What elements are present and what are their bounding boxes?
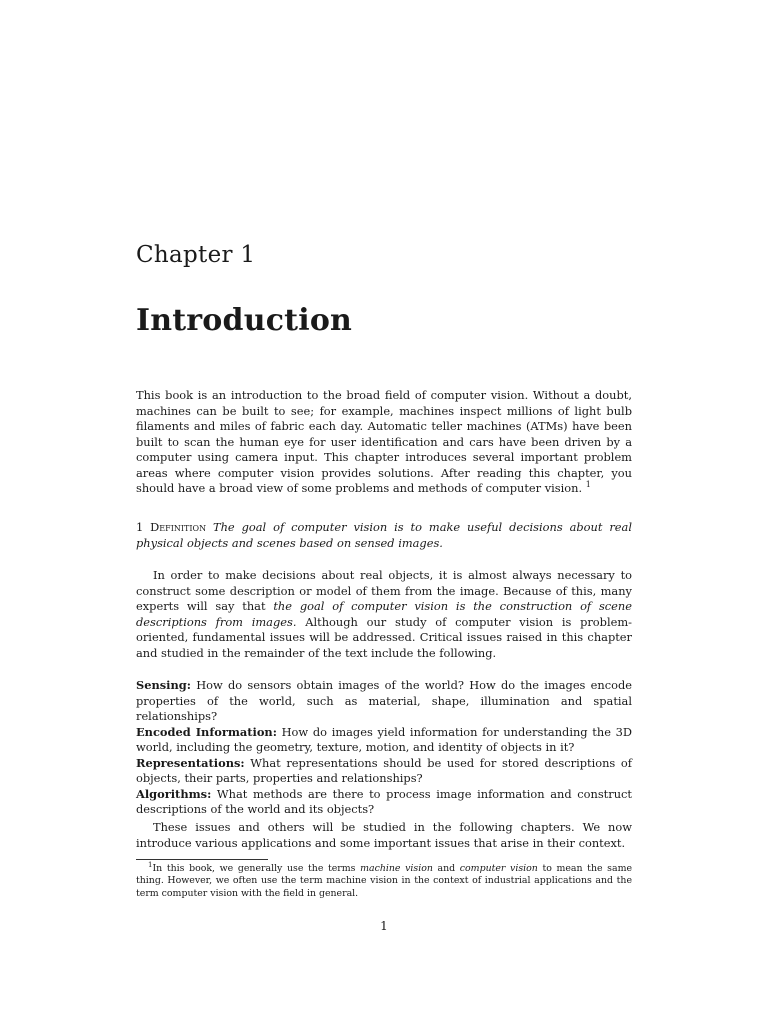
footnote xyxy=(136,860,633,900)
definition-label: Definition xyxy=(150,520,207,534)
decisions-paragraph xyxy=(136,568,632,661)
footnote-text-middle: and xyxy=(432,863,460,874)
footnote-term-machine-vision: machine vision xyxy=(360,863,433,874)
footnote-mark: 1 xyxy=(148,860,153,869)
page-number: 1 xyxy=(380,919,388,933)
decisions-text-after: Although our study of computer vision is problem-oriented, fundamental issues will be addressed. Critical issues raised in this chapter and studied in the remainder of the text include the following. xyxy=(136,614,632,660)
decisions-text-before: In order to make decisions about real objects, it is almost always necessary to construct some description or model of them from the image. Because of this, many experts will say that xyxy=(136,568,632,613)
issue-text: How do images yield information for understanding the 3D world, including the geometry, texture, motion, and identity of objects in it? xyxy=(136,724,633,754)
issue-term: Representations: xyxy=(136,755,245,770)
issue-item xyxy=(136,678,632,725)
issue-term: Sensing: xyxy=(136,678,191,692)
decisions-paragraph-body xyxy=(136,568,632,661)
issue-item xyxy=(136,787,632,818)
intro-footnote-mark: 1 xyxy=(585,480,591,490)
footnote-term-computer-vision: computer vision xyxy=(459,863,538,874)
issue-term: Algorithms: xyxy=(136,786,212,801)
closing-paragraph-text: These issues and others will be studied in the following chapters. We now introduce various applications and some important issues that arise in their context. xyxy=(136,820,632,850)
issue-text: What methods are there to process image information and construct descriptions of the world and its objects? xyxy=(136,786,632,816)
chapter-title: Introduction xyxy=(136,303,353,338)
footnote-divider xyxy=(136,859,268,860)
issue-item xyxy=(136,725,632,756)
intro-paragraph xyxy=(136,388,632,497)
issue-item xyxy=(136,756,632,787)
intro-paragraph-text: This book is an introduction to the broad field of computer vision. Without a doubt, machines can be built to see; for example, machines inspect millions of light bulb filaments and miles of fabric each day. Automatic teller machines (ATMs) have been built to scan the human eye for user identification and cars have been driven by a computer using camera input. This chapter introduces several important problem areas where computer vision provides solutions. After reading this chapter, you should have a broad view of some problems and methods of computer vision. xyxy=(136,388,632,495)
definition-number: 1 xyxy=(136,520,144,534)
issue-text: How do sensors obtain images of the world? How do the images encode properties of the world, such as material, shape, illumination and spatial relationships? xyxy=(136,678,632,723)
definition-block xyxy=(136,520,632,551)
issues-list xyxy=(136,678,632,818)
closing-paragraph xyxy=(136,820,632,851)
decisions-emphasis: the goal of computer vision is the construction of scene descriptions from images. xyxy=(136,599,632,629)
chapter-label: Chapter 1 xyxy=(136,242,256,268)
issue-text: What representations should be used for stored descriptions of objects, their parts, properties and relationships? xyxy=(136,755,632,785)
footnote-text-after: to mean the same thing. However, we often use the term machine vision in the context of industrial applications and the term computer vision with the field in general. xyxy=(136,863,633,899)
issue-term: Encoded Information: xyxy=(136,724,277,739)
definition-text: The goal of computer vision is to make useful decisions about real physical objects and scenes based on sensed images. xyxy=(136,520,632,550)
footnote-text-before: In this book, we generally use the terms xyxy=(152,863,361,874)
